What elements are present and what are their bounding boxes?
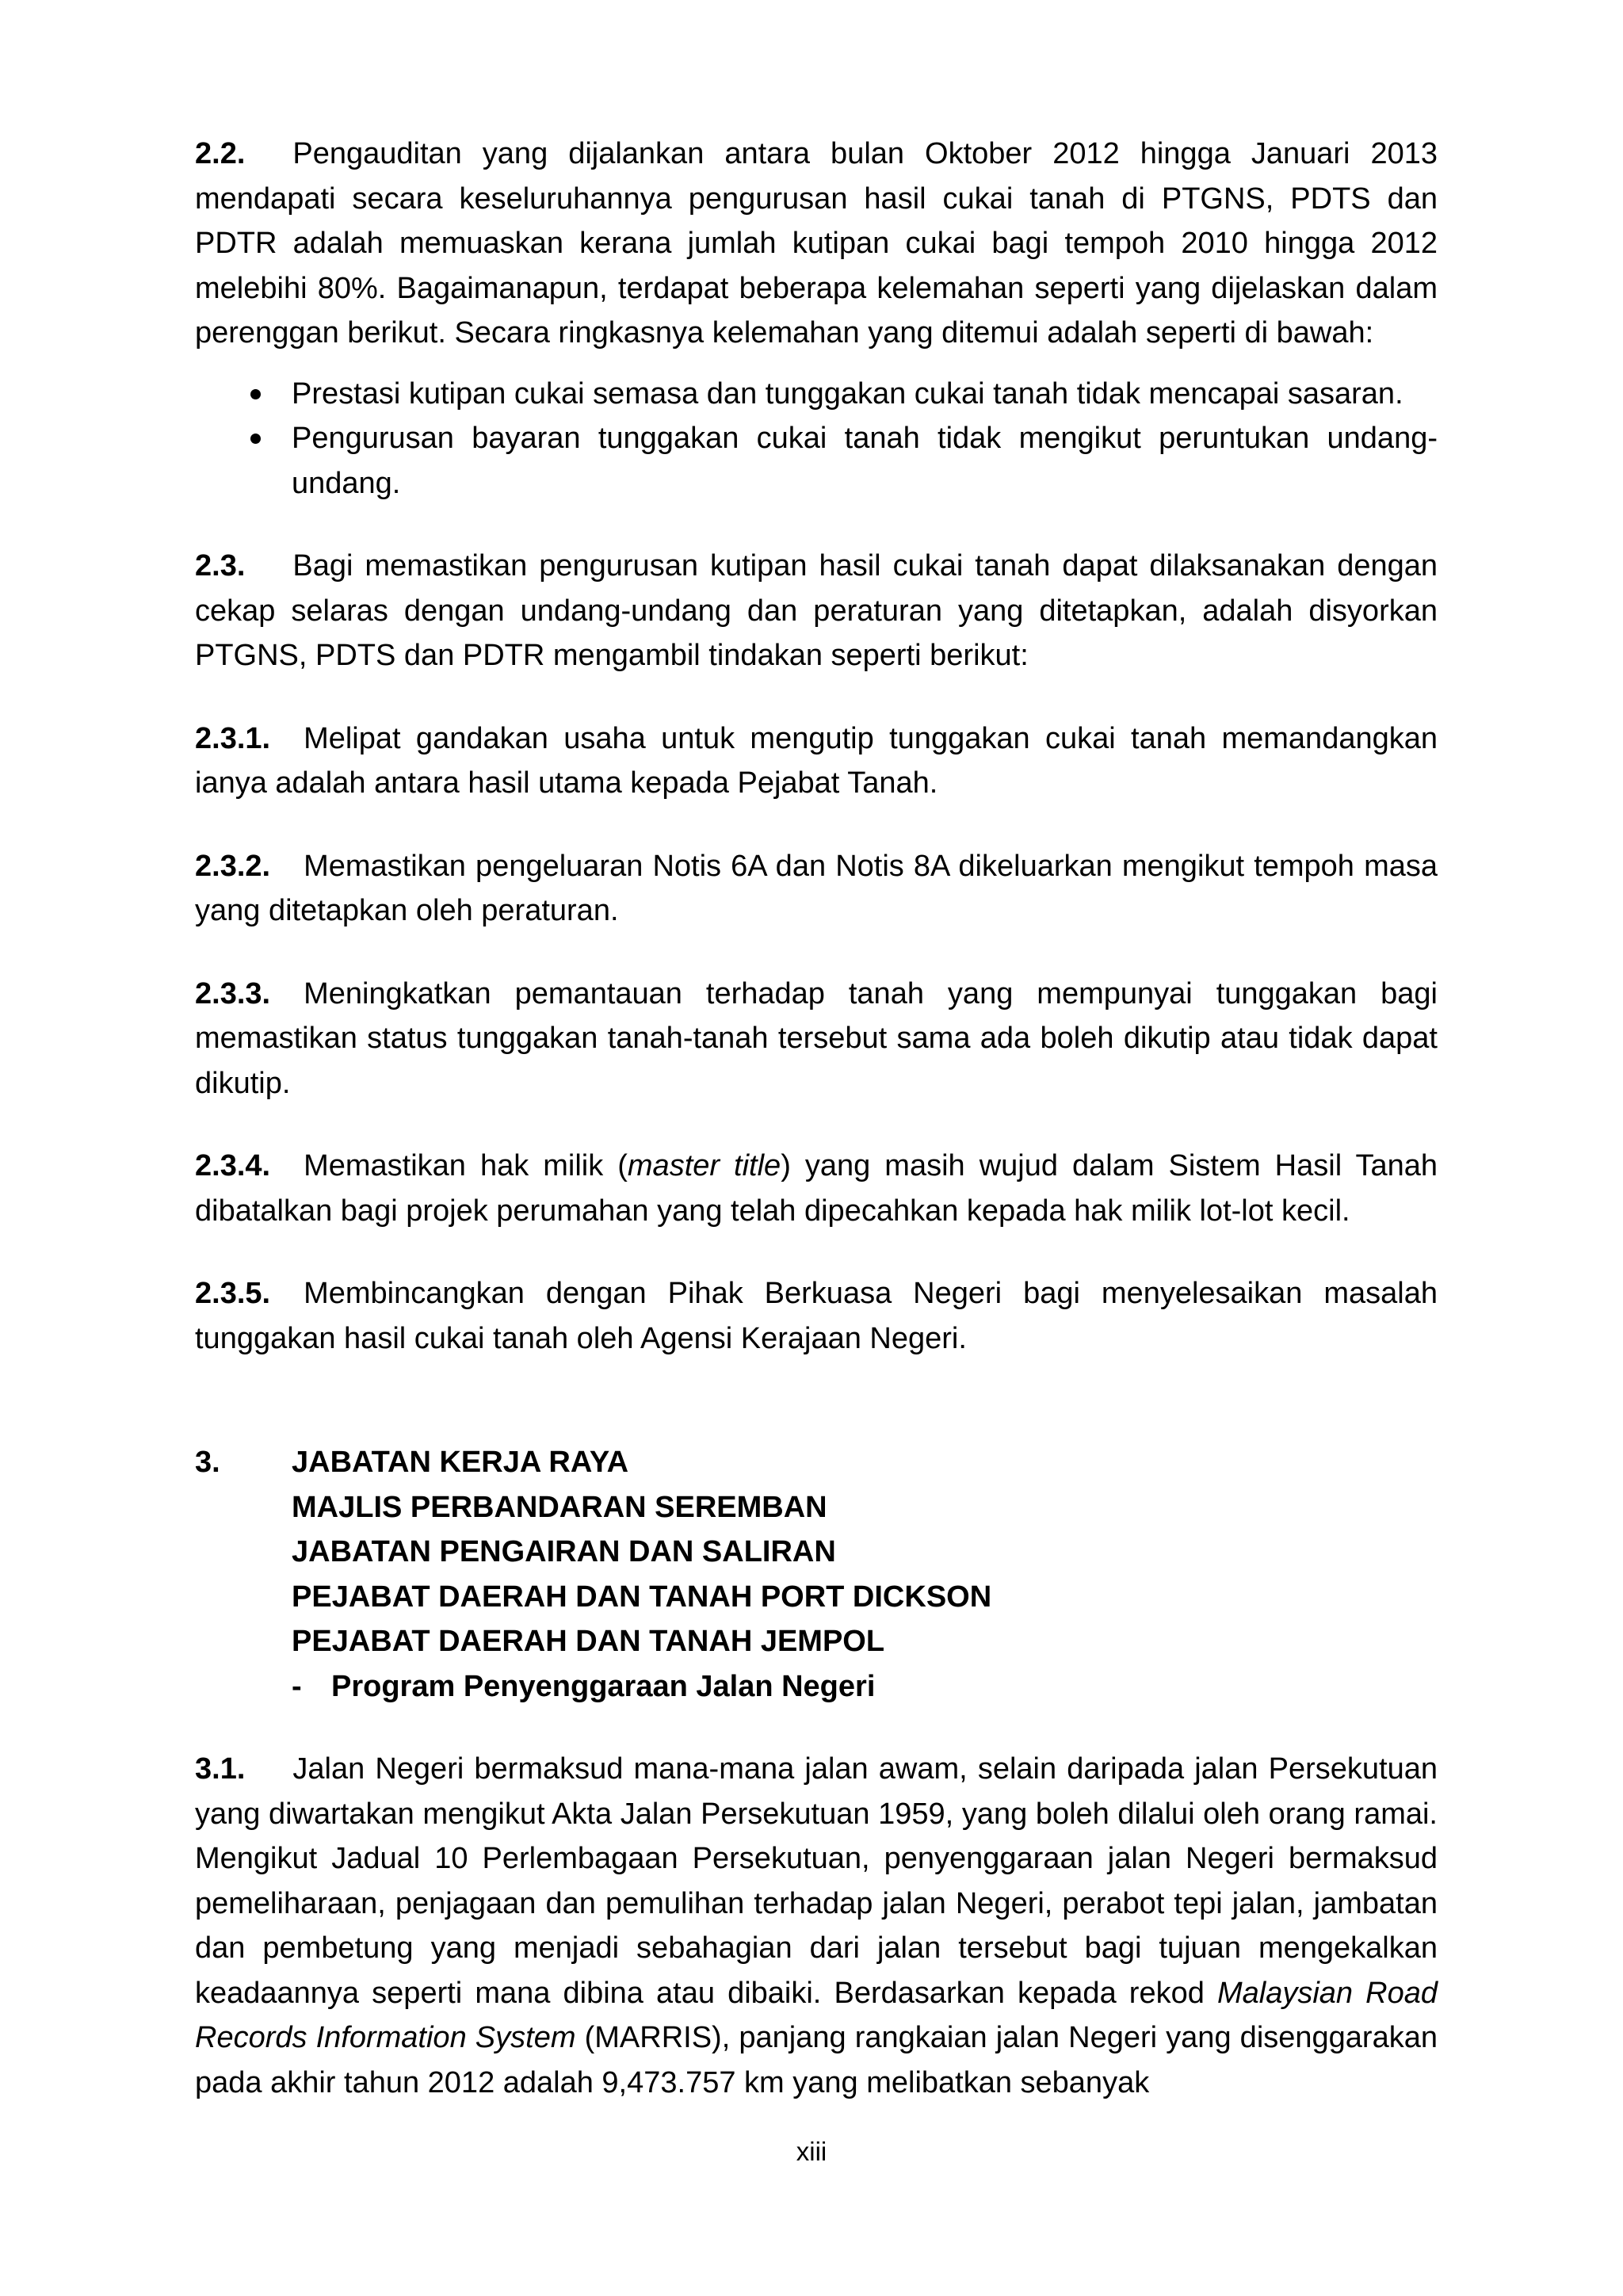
findings-list [195, 372, 1438, 506]
section-number: 2.3.4. [195, 1149, 271, 1182]
list-item: Prestasi kutipan cukai semasa dan tunggakan cukai tanah tidak mencapai sasaran. [195, 372, 1438, 417]
paragraph-text: Meningkatkan pemantauan terhadap tanah yang mempunyai tunggakan bagi memastikan status tunggakan tanah-tanah tersebut sama ada boleh dikutip atau tidak dapat dikutip. [195, 976, 1438, 1100]
section-number: 3.1. [195, 1752, 246, 1786]
paragraph-2-2 [195, 132, 1438, 356]
paragraph-3-1: 3.1. Jalan Negeri bermaksud mana-mana jalan awam, selain daripada jalan Persekutuan yang diwartakan mengikut Akta Jalan Persekutuan 1959, yang boleh dilalui oleh orang ramai. Mengikut Jadual 10 Perlembagaan Persekutuan, penyenggaraan jalan Negeri bermaksud pemeliharaan, penjagaan dan pemulihan terhadap jalan Negeri, perabot tepi jalan, jambatan dan pembetung yang menjadi sebahagian dari jalan tersebut bagi tujuan mengekalkan keadaannya seperti mana dibina atau dibaiki. Berdasarkan kepada rekod Malaysian Road Records Information System (MARRIS), panjang rangkaian jalan Negeri yang disenggarakan pada akhir tahun 2012 adalah 9,473.757 km yang melibatkan sebanyak [195, 1752, 1438, 2099]
heading-line: PEJABAT DAERAH DAN TANAH PORT DICKSON [292, 1580, 992, 1614]
heading-line: MAJLIS PERBANDARAN SEREMBAN [292, 1490, 827, 1524]
paragraph-text: Membincangkan dengan Pihak Berkuasa Negeri bagi menyelesaikan masalah tunggakan hasil cukai tanah oleh Agensi Kerajaan Negeri. [195, 1277, 1438, 1355]
paragraph-2-3-5 [195, 1271, 1438, 1361]
heading-subtitle: - Program Penyenggaraan Jalan Negeri [292, 1669, 876, 1703]
paragraph-2-3-1 [195, 716, 1438, 806]
heading-line: JABATAN KERJA RAYA [292, 1446, 629, 1479]
section-number: 2.2. [195, 137, 246, 170]
section-3-heading [195, 1440, 1438, 1709]
paragraph-2-3-3 [195, 972, 1438, 1106]
paragraph-text: Pengauditan yang dijalankan antara bulan Oktober 2012 hingga Januari 2013 mendapati secara keseluruhannya pengurusan hasil cukai tanah di PTGNS, PDTS dan PDTR adalah memuaskan kerana jumlah kutipan cukai bagi tempoh 2010 hingga 2012 melebihi 80%. Bagaimanapun, terdapat beberapa kelemahan seperti yang dijelaskan dalam perenggan berikut. Secara ringkasnya kelemahan yang ditemui adalah seperti di bawah: [195, 137, 1438, 350]
document-body [195, 132, 1438, 2105]
paragraph-text: Memastikan pengeluaran Notis 6A dan Notis 8A dikeluarkan mengikut tempoh masa yang ditetapkan oleh peraturan. [195, 849, 1438, 927]
section-number: 3. [195, 1446, 220, 1479]
heading-line: PEJABAT DAERAH DAN TANAH JEMPOL [292, 1625, 885, 1658]
paragraph-2-3-4: 2.3.4. Memastikan hak milik (master title) yang masih wujud dalam Sistem Hasil Tanah dibatalkan bagi projek perumahan yang telah dipecahkan kepada hak milik lot-lot kecil. [195, 1149, 1438, 1228]
bullet-icon [250, 434, 261, 444]
bullet-icon [250, 389, 261, 399]
section-number: 2.3.1. [195, 721, 271, 755]
list-item: Pengurusan bayaran tunggakan cukai tanah tidak mengikut peruntukan undang-undang. [195, 416, 1438, 506]
paragraph-text: Bagi memastikan pengurusan kutipan hasil cukai tanah dapat dilaksanakan dengan cekap selaras dengan undang-undang dan peraturan yang ditetapkan, adalah disyorkan PTGNS, PDTS dan PDTR mengambil tindakan seperti berikut: [195, 549, 1438, 672]
section-number: 2.3. [195, 549, 246, 583]
paragraph-2-3 [195, 544, 1438, 678]
italic-term: master title [627, 1149, 781, 1182]
paragraph-text: Melipat gandakan usaha untuk mengutip tunggakan cukai tanah memandangkan ianya adalah antara hasil utama kepada Pejabat Tanah. [195, 721, 1438, 800]
paragraph-2-3-2 [195, 844, 1438, 934]
section-number: 2.3.5. [195, 1277, 271, 1310]
page-number: xiii [796, 2137, 827, 2166]
heading-lines [292, 1440, 991, 1709]
section-number: 2.3.2. [195, 849, 271, 883]
section-number: 2.3.3. [195, 976, 271, 1010]
italic-term: Malaysian Road Records Information System [195, 1976, 1438, 2054]
heading-line: JABATAN PENGAIRAN DAN SALIRAN [292, 1535, 836, 1568]
